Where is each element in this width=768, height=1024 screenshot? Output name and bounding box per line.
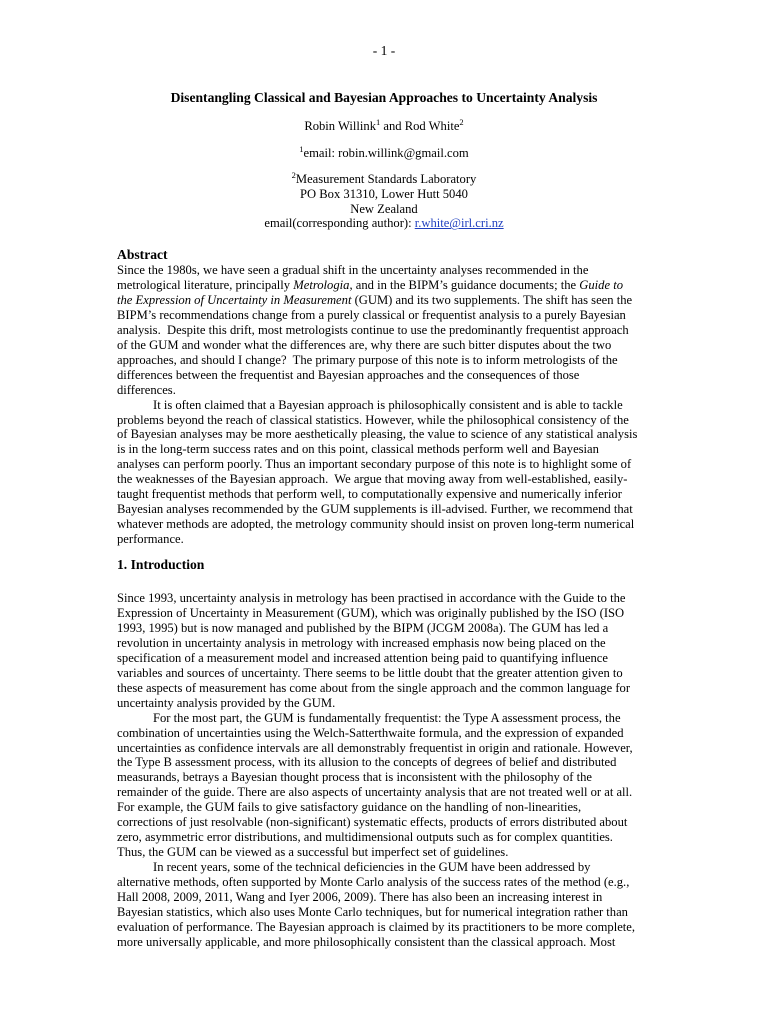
abstract-line-text: problems beyond the reach of classical statistics. However, while the philosophical consistency of the (117, 412, 629, 427)
introduction-line-text: corrections of just resolvable (non-significant) systematic effects, products of errors distributed about (117, 815, 628, 830)
affiliation-2 (0, 172, 768, 231)
abstract-line-post: (GUM) and its two supplements. The shift has seen the (351, 292, 633, 307)
abstract-line (117, 338, 657, 353)
introduction-line (117, 755, 657, 770)
abstract-line-em: Metrologia (293, 277, 350, 292)
introduction-line-text: alternative methods, often supported by Monte Carlo analysis of the success rates of the method (e.g., (117, 875, 630, 890)
introduction-line-text: Since 1993, uncertainty analysis in metrology has been practised in accordance with the Guide to the (117, 591, 626, 605)
introduction-line (117, 920, 657, 935)
introduction-line (117, 681, 657, 696)
author-conjunction: and (380, 119, 405, 133)
abstract-line (117, 353, 657, 368)
introduction-line-text: For example, the GUM fails to give satisfactory guidance on the handling of non-linearities, (117, 800, 582, 815)
abstract-line (117, 532, 657, 547)
abstract-line (117, 502, 657, 517)
introduction-line (117, 711, 657, 726)
author-2-superscript: 2 (459, 117, 464, 127)
introduction-line (117, 890, 657, 905)
introduction-line (117, 935, 657, 950)
abstract-line-text: is in the long-term success rates and on this point, classical methods perform well and Bayesian (117, 442, 599, 457)
introduction-line-text: specification of a measurement model and increased attention being paid to quantifying influence (117, 650, 608, 665)
corresponding-email-label: email(corresponding author): (264, 216, 415, 231)
introduction-line-text: In recent years, some of the technical deficiencies in the GUM have been addressed by (153, 860, 591, 875)
abstract-line (117, 457, 657, 472)
introduction-line (117, 860, 657, 875)
abstract-line (117, 472, 657, 487)
abstract-line-text: of Bayesian analyses may be more aesthetically pleasing, the value to science of any statistical analysis (117, 427, 638, 442)
page-number: - 1 - (372, 43, 396, 58)
introduction-line (117, 830, 657, 845)
introduction-line-text: more universally applicable, and more philosophically consistent than the classical approach. Most (117, 934, 616, 949)
introduction-line-text: combination of uncertainties using the Welch-Satterthwaite formula, and the expression of expanded (117, 725, 624, 740)
introduction-line (117, 636, 657, 651)
introduction-line (117, 770, 657, 785)
affiliation-2-address: PO Box 31310, Lower Hutt 5040 (300, 186, 468, 201)
introduction-line-text: uncertainty analysis provided by the GUM. (117, 695, 336, 710)
introduction-line-text: measurands, betrays a Bayesian thought process that is inconsistent with the philosophy of the (117, 770, 592, 785)
abstract-line-text: the weaknesses of the Bayesian approach. We argue that moving away from well-established, easily- (117, 472, 628, 487)
introduction-line (117, 666, 657, 681)
introduction-line-text: remainder of the guide. There are also aspects of uncertainty analysis that are not treated well or at all. (117, 785, 633, 800)
abstract-line (117, 293, 657, 308)
abstract-line (117, 383, 657, 398)
introduction-line (117, 696, 657, 711)
abstract-line-em2: Guide to (579, 277, 623, 292)
affiliation-1-superscript: 1 (299, 144, 304, 154)
abstract-line (117, 442, 657, 457)
introduction-line (117, 875, 657, 890)
introduction-line (117, 651, 657, 666)
abstract-line (117, 278, 657, 293)
abstract-line-text: analyses can perform poorly. Thus an important secondary purpose of this note is to highlight some of (117, 457, 632, 472)
abstract-line-pre: metrological literature, principally (117, 277, 294, 292)
introduction-line-text: uncertainties as confidence intervals are all demonstrably frequentist in origin and rationale. However, (117, 740, 633, 755)
introduction-body (117, 591, 657, 950)
introduction-line-text: 1993, 1995) but is now managed and published by the BIPM (JCGM 2008a). The GUM has led a (117, 620, 609, 635)
introduction-line (117, 726, 657, 741)
introduction-heading: 1. Introduction (117, 557, 205, 572)
introduction-line (117, 905, 657, 920)
introduction-line-text: zero, asymmetric error distributions, and multidimensional outputs such as for complex quantities. (117, 830, 613, 845)
abstract-line-text: Bayesian analyses recommended by the GUM supplements is ill-advised. Further, we recommend that (117, 502, 633, 517)
abstract-line (117, 368, 657, 383)
abstract-line-text: analysis. Despite this drift, most metrologists continue to use the predominantly frequentist approach (117, 322, 629, 337)
abstract-line-text: whatever methods are adopted, the metrology community should insist on proven long-term numerical (117, 517, 635, 532)
abstract-line-text: It is often claimed that a Bayesian approach is philosophically consistent and is able to tackle (153, 397, 623, 412)
abstract-line-text: of the GUM and wonder what the differences are, why there are such bitter disputes about the two (117, 337, 612, 352)
abstract-line-text: performance. (117, 532, 184, 547)
author-1: Robin Willink (304, 119, 376, 133)
abstract-line-post: , and in the BIPM’s guidance documents; the (349, 277, 580, 292)
corresponding-email-link[interactable]: r.white@irl.cri.nz (414, 216, 504, 231)
introduction-line-text: revolution in uncertainty analysis in metrology with increased emphasis now being placed on the (117, 635, 606, 650)
introduction-line-text: Bayesian statistics, which also uses Monte Carlo techniques, but for numerical integration rather than (117, 905, 628, 920)
affiliation-2-superscript: 2 (291, 170, 296, 180)
introduction-line (117, 591, 657, 606)
abstract-line (117, 517, 657, 532)
introduction-line (117, 621, 657, 636)
introduction-line (117, 845, 657, 860)
author-line (0, 119, 768, 134)
affiliation-2-country: New Zealand (350, 201, 418, 216)
abstract-line-text: taught frequentist methods that perform well, to computationally expensive and numerically inferior (117, 487, 623, 502)
abstract-line-text: BIPM’s recommendations change from a purely classical or frequentist analysis to a purely Bayesian (117, 307, 626, 322)
introduction-line-text: For the most part, the GUM is fundamentally frequentist: the Type A assessment process, the (153, 710, 621, 725)
introduction-line-text: Thus, the GUM can be viewed as a successful but imperfect set of guidelines. (117, 845, 509, 860)
abstract-line (117, 487, 657, 502)
introduction-line-text: these aspects of measurement has come about from the single approach and the common language for (117, 680, 631, 695)
affiliation-1-email: email: robin.willink@gmail.com (303, 146, 469, 160)
introduction-line (117, 606, 657, 621)
abstract-line (117, 398, 657, 413)
introduction-line-text: evaluation of performance. The Bayesian approach is claimed by its practitioners to be more complete, (117, 919, 636, 934)
abstract-line-text: Since the 1980s, we have seen a gradual shift in the uncertainty analyses recommended in the (117, 263, 589, 277)
abstract-line (117, 413, 657, 428)
introduction-line-text: Expression of Uncertainty in Measurement (GUM), which was originally published by the ISO (ISO (117, 605, 625, 620)
author-2: Rod White (404, 119, 460, 133)
abstract-body (117, 263, 657, 547)
introduction-line (117, 741, 657, 756)
abstract-line (117, 427, 657, 442)
abstract-line (117, 263, 657, 278)
introduction-line-text: variables and sources of uncertainty. There seems to be little doubt that the greater attention given to (117, 665, 623, 680)
abstract-line-text: approaches, and should I change? The primary purpose of this note is to inform metrologists of the (117, 352, 618, 367)
paper-title: Disentangling Classical and Bayesian Approaches to Uncertainty Analysis (170, 90, 598, 105)
introduction-line (117, 815, 657, 830)
introduction-line (117, 800, 657, 815)
abstract-line (117, 323, 657, 338)
introduction-line (117, 785, 657, 800)
introduction-line-text: Hall 2008, 2009, 2011, Wang and Iyer 2006, 2009). There has also been an increasing interest in (117, 890, 603, 905)
abstract-heading: Abstract (117, 247, 168, 262)
introduction-line-text: the Type B assessment process, with its allusion to the concepts of degrees of belief and distributed (117, 755, 617, 770)
abstract-line-em: the Expression of Uncertainty in Measurement (117, 292, 352, 307)
abstract-line-text: differences. (117, 382, 176, 397)
affiliation-2-org: Measurement Standards Laboratory (295, 172, 477, 186)
abstract-line-text: differences between the frequentist and Bayesian approaches and the consequences of those (117, 367, 580, 382)
author-1-superscript: 1 (376, 117, 381, 127)
abstract-line (117, 308, 657, 323)
affiliation-1 (0, 146, 768, 161)
